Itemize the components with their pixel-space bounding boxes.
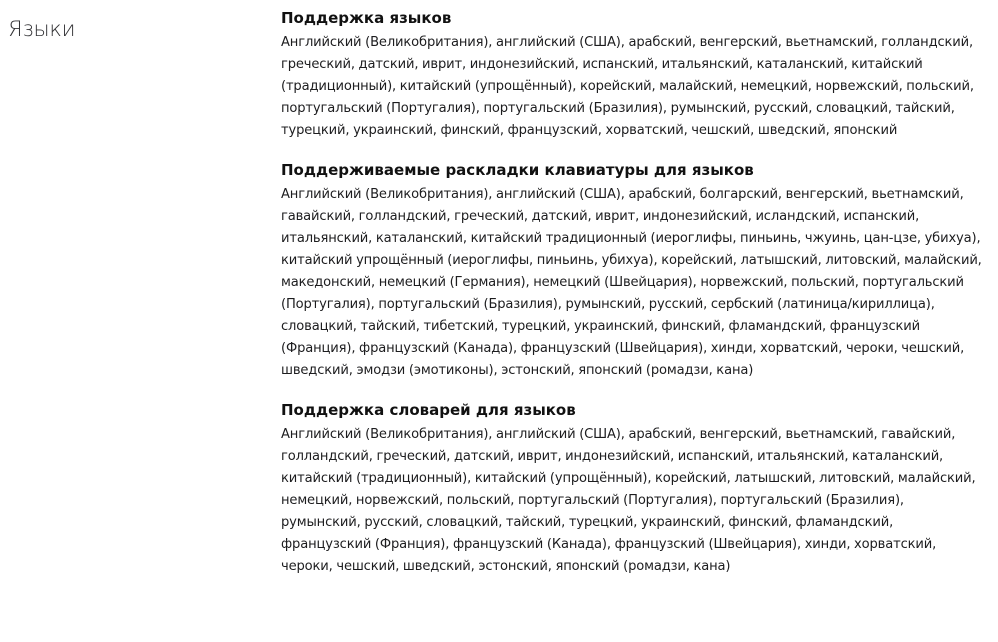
- page-title: Языки: [8, 17, 76, 42]
- section-keyboard-layouts: [281, 159, 986, 382]
- section-body: Английский (Великобритания), английский (США), арабский, венгерский, вьетнамский, голландский, греческий, датский, иврит, индонезийский, испанский, итальянский, каталанский, китайский (традиционный), китайский (упрощённый), корейский, малайский, немецкий, норвежский, польский, португальский (Португалия), португальский (Бразилия), румынский, русский, словацкий, тайский, турецкий, украинский, финский, французский, хорватский, чешский, шведский, японский: [281, 35, 974, 138]
- section-dictionary-support: [281, 399, 986, 578]
- section-body: Английский (Великобритания), английский (США), арабский, венгерский, вьетнамский, гавайский, голландский, греческий, датский, иврит, индонезийский, испанский, итальянский, каталанский, китайский (традиционный), китайский (упрощённый), корейский, латышский, литовский, малайский, немецкий, норвежский, польский, португальский (Португалия), португальский (Бразилия), румынский, русский, словацкий, тайский, турецкий, украинский, финский, фламандский, французский (Франция), французский (Канада), французский (Швейцария), хинди, хорватский, чероки, чешский, шведский, эстонский, японский (ромадзи, кана): [281, 427, 976, 574]
- section-body: Английский (Великобритания), английский (США), арабский, болгарский, венгерский, вьетнамский, гавайский, голландский, греческий, датский, иврит, индонезийский, исландский, испанский, итальянский, каталанский, китайский традиционный (иероглифы, пиньинь, чжуинь, цан-цзе, убихуа), китайский упрощённый (иероглифы, пиньинь, убихуа), корейский, латышский, литовский, малайский, македонский, немецкий (Германия), немецкий (Швейцария), норвежский, польский, португальский (Португалия), португальский (Бразилия), румынский, русский, сербский (латиница/кириллица), словацкий, тайский, тибетский, турецкий, украинский, финский, фламандский, французский (Франция), французский (Канада), французский (Швейцария), хинди, хорватский, чероки, чешский, шведский, эмодзи (эмотиконы), эстонский, японский (ромадзи, кана): [281, 187, 982, 378]
- section-title: Поддержка языков: [281, 9, 452, 27]
- section-language-support: [281, 7, 986, 142]
- section-title: Поддержка словарей для языков: [281, 401, 576, 419]
- languages-content: [281, 7, 986, 595]
- section-title: Поддерживаемые раскладки клавиатуры для языков: [281, 161, 754, 179]
